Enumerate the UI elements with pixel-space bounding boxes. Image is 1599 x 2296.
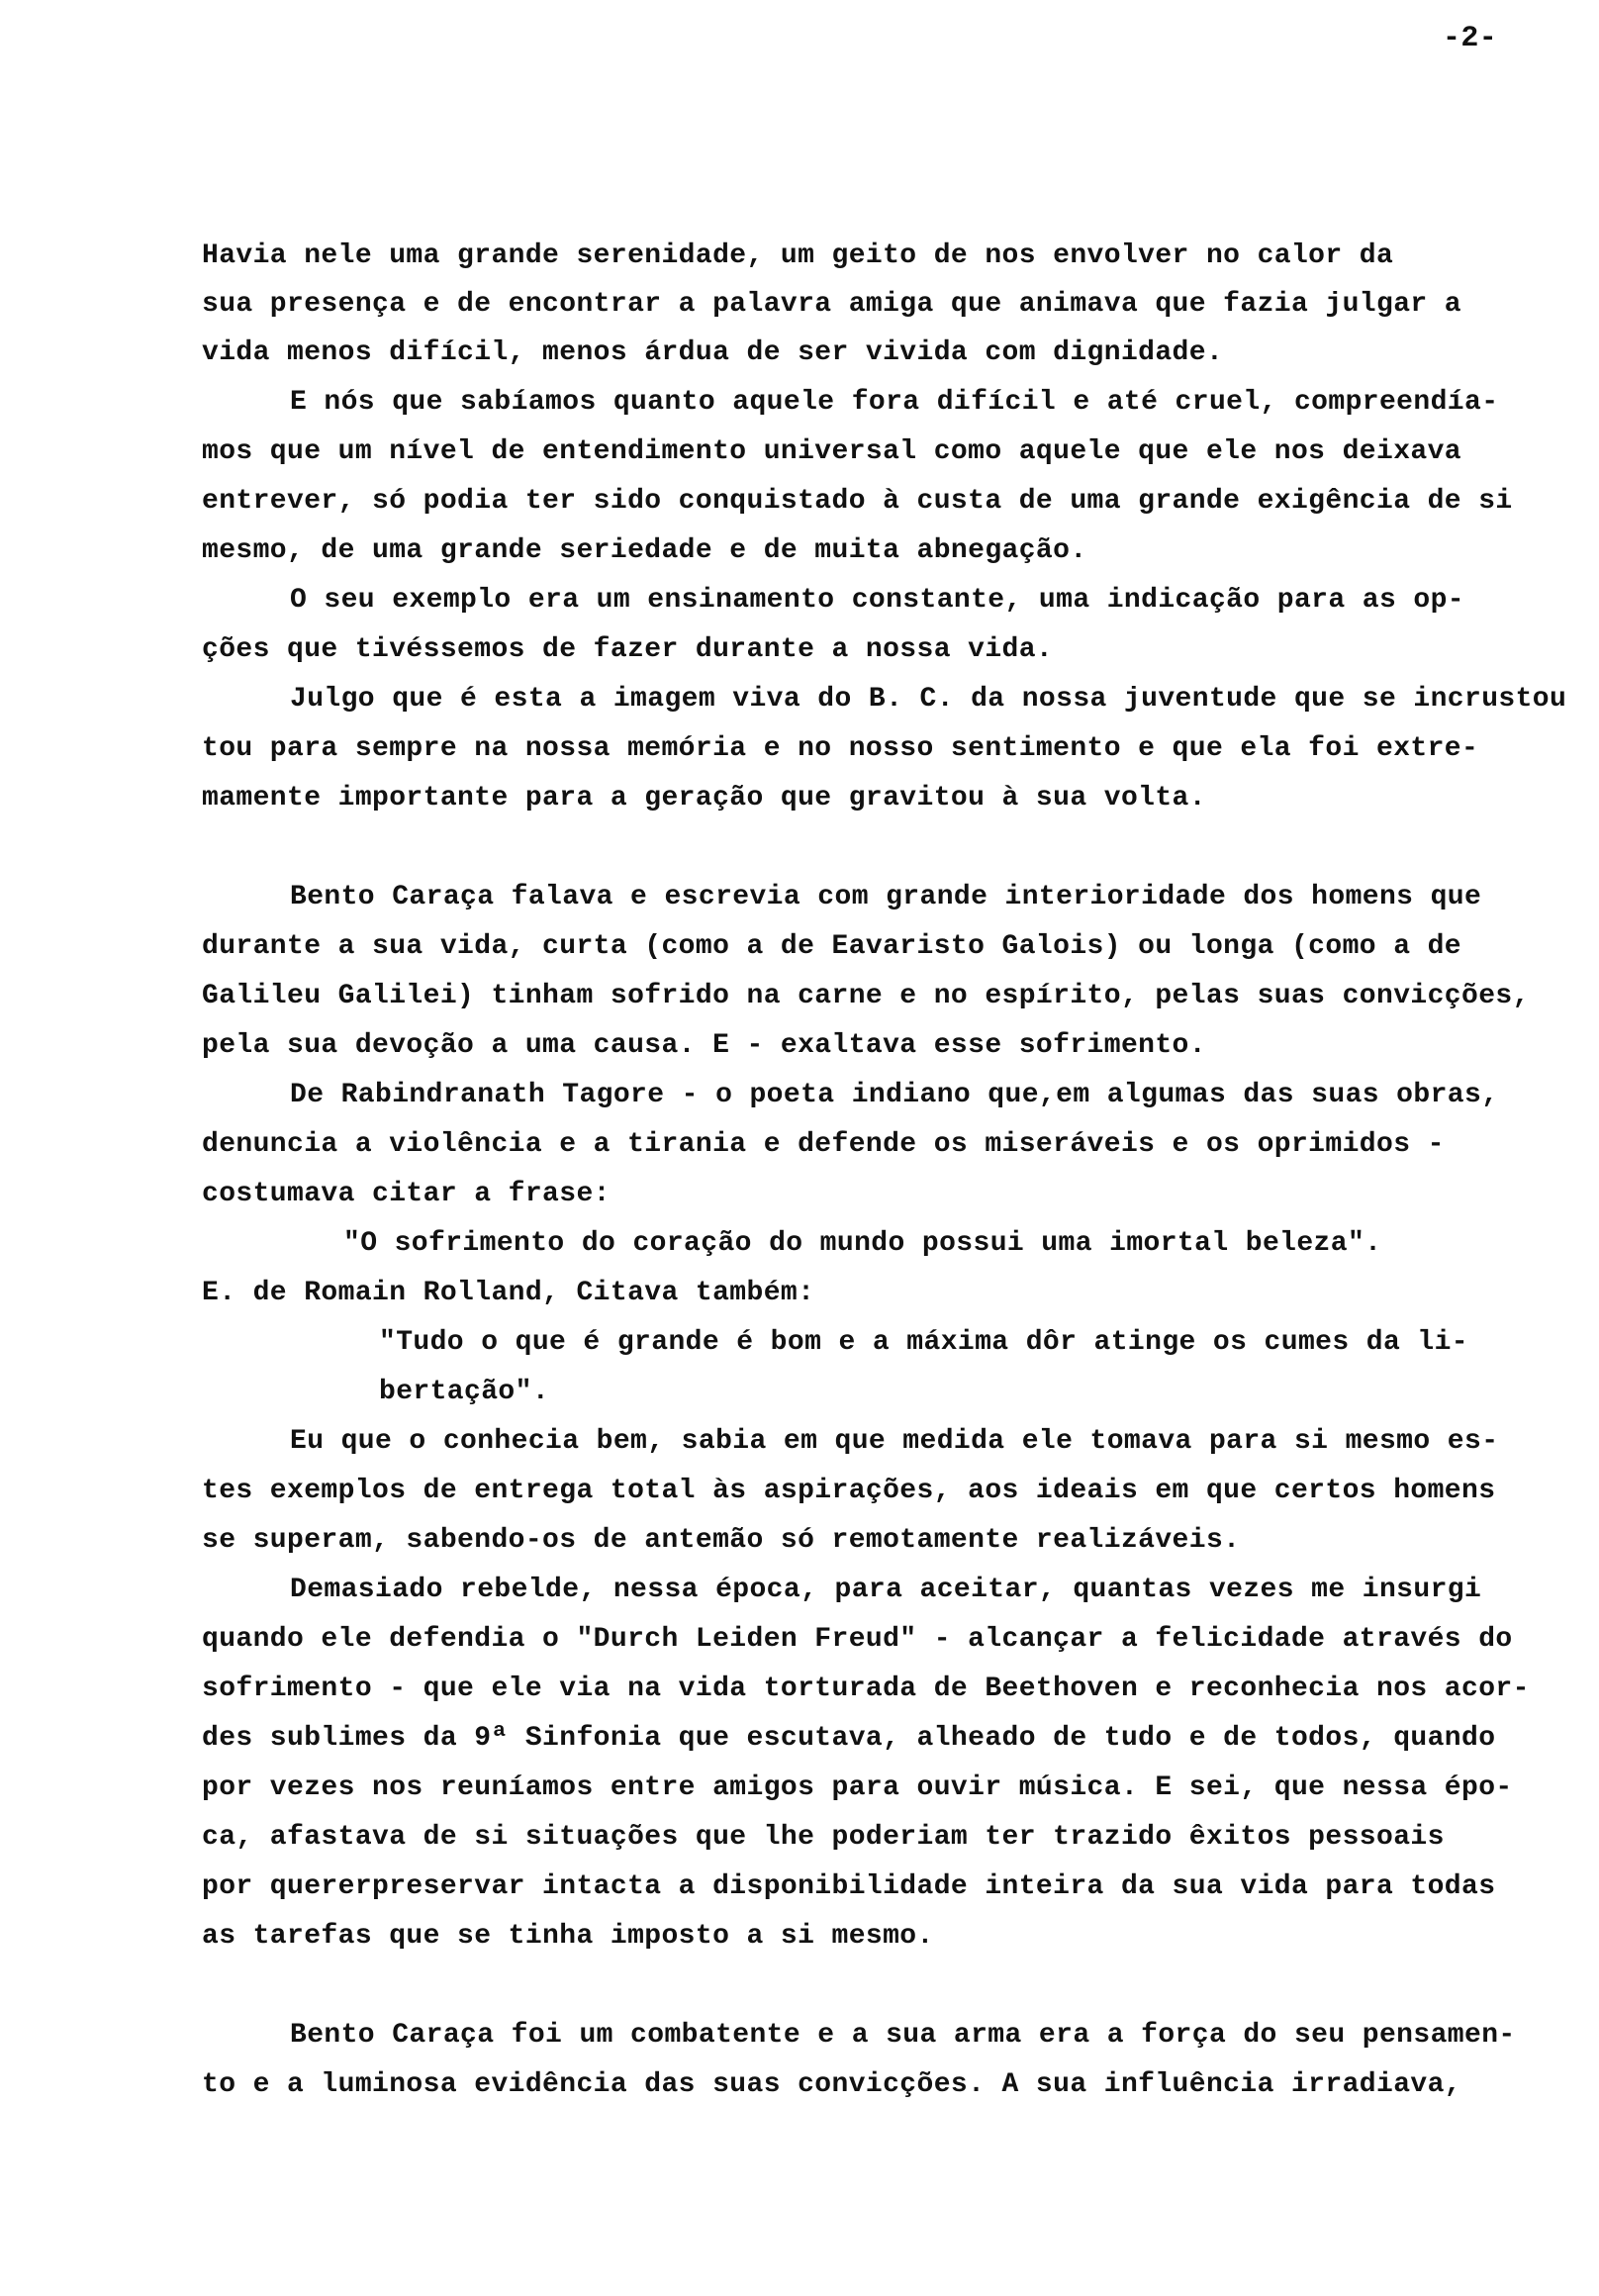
text-line: Demasiado rebelde, nessa época, para aceitar, quantas vezes me insurgi (290, 1575, 1482, 1605)
text-line: E nós que sabíamos quanto aquele fora difícil e até cruel, compreendía- (290, 387, 1499, 418)
text-line: se superam, sabendo-os de antemão só remotamente realizáveis. (202, 1525, 1241, 1556)
text-line: des sublimes da 9ª Sinfonia que escutava, alheado de tudo e de todos, quando (202, 1723, 1496, 1754)
text-line: por quererpreservar intacta a disponibilidade inteira da sua vida para todas (202, 1871, 1496, 1902)
text-line: ções que tivéssemos de fazer durante a nossa vida. (202, 634, 1054, 665)
text-line: Eu que o conhecia bem, sabia em que medida ele tomava para si mesmo es- (290, 1426, 1499, 1457)
text-line: De Rabindranath Tagore - o poeta indiano que,em algumas das suas obras, (290, 1080, 1499, 1110)
text-line: quando ele defendia o "Durch Leiden Freud" - alcançar a felicidade através do (202, 1624, 1513, 1655)
text-line: Julgo que é esta a imagem viva do B. C. da nossa juventude que se incrustou (290, 684, 1567, 715)
quote-line: "Tudo o que é grande é bom e a máxima dôr atinge os cumes da li- (379, 1327, 1468, 1358)
quote-line: bertação". (379, 1377, 550, 1407)
text-line: to e a luminosa evidência das suas convicções. A sua influência irradiava, (202, 2069, 1462, 2100)
text-line: mamente importante para a geração que gravitou à sua volta. (202, 783, 1206, 813)
text-line: pela sua devoção a uma causa. E - exaltava esse sofrimento. (202, 1030, 1206, 1061)
text-line: as tarefas que se tinha imposto a si mesmo. (202, 1921, 934, 1952)
text-line: costumava citar a frase: (202, 1179, 611, 1209)
text-line: mesmo, de uma grande seriedade e de muita abnegação. (202, 535, 1087, 566)
quote-line: "O sofrimento do coração do mundo possui uma imortal beleza". (343, 1228, 1382, 1259)
text-line: E. de Romain Rolland, Citava também: (202, 1278, 815, 1308)
text-line: O seu exemplo era um ensinamento constante, uma indicação para as op- (290, 585, 1464, 616)
text-line: Galileu Galilei) tinham sofrido na carne e no espírito, pelas suas convicções, (202, 981, 1530, 1011)
text-line: entrever, só podia ter sido conquistado à custa de uma grande exigência de si (202, 486, 1513, 517)
text-line: vida menos difícil, menos árdua de ser vivida com dignidade. (202, 337, 1224, 368)
text-line: por vezes nos reuníamos entre amigos para ouvir música. E sei, que nessa épo- (202, 1772, 1513, 1803)
page-number: -2- (1443, 22, 1498, 55)
text-line: Havia nele uma grande serenidade, um geito de nos envolver no calor da (202, 240, 1394, 271)
text-line: Bento Caraça foi um combatente e a sua arma era a força do seu pensamen- (290, 2020, 1516, 2051)
text-line: tou para sempre na nossa memória e no nosso sentimento e que ela foi extre- (202, 733, 1479, 764)
text-line: tes exemplos de entrega total às aspirações, aos ideais em que certos homens (202, 1476, 1496, 1506)
text-line: sofrimento - que ele via na vida torturada de Beethoven e reconhecia nos acor- (202, 1674, 1530, 1704)
text-line: Bento Caraça falava e escrevia com grande interioridade dos homens que (290, 882, 1482, 912)
text-line: ca, afastava de si situações que lhe poderiam ter trazido êxitos pessoais (202, 1822, 1445, 1853)
text-line: durante a sua vida, curta (como a de Eavaristo Galois) ou longa (como a de (202, 931, 1462, 962)
text-line: mos que um nível de entendimento universal como aquele que ele nos deixava (202, 436, 1462, 467)
text-line: sua presença e de encontrar a palavra amiga que animava que fazia julgar a (202, 289, 1462, 320)
text-line: denuncia a violência e a tirania e defende os miseráveis e os oprimidos - (202, 1129, 1445, 1160)
